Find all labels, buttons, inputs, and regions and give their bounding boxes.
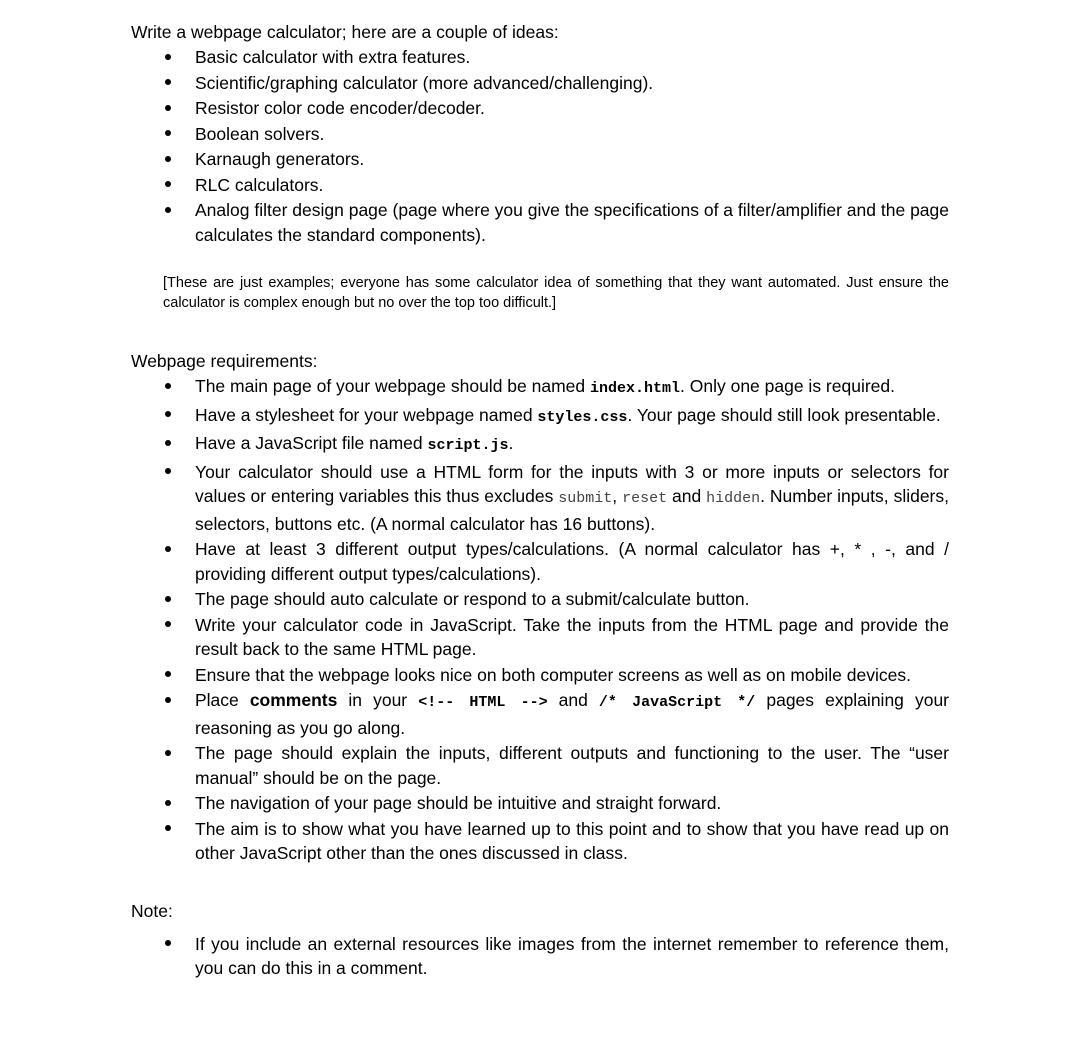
bullet-icon bbox=[163, 932, 173, 957]
list-item: Scientific/graphing calculator (more advanced/challenging). bbox=[131, 71, 949, 96]
examples-note: [These are just examples; everyone has some calculator idea of something that they want automated. Just ensure the calculator is complex enough but no over the top too difficult.] bbox=[163, 275, 949, 311]
bullet-icon bbox=[163, 147, 173, 172]
requirements-list bbox=[131, 374, 949, 866]
intro-heading: Write a webpage calculator; here are a couple of ideas: bbox=[131, 22, 559, 42]
input-type-code: hidden bbox=[706, 490, 761, 507]
requirement-item: Write your calculator code in JavaScript. Take the inputs from the HTML page and provide the result back to the same HTML page. bbox=[131, 613, 949, 662]
bullet-icon bbox=[163, 688, 173, 713]
comments-emphasis: comments bbox=[249, 690, 338, 710]
assignment-document bbox=[131, 20, 949, 982]
filename-code: index.html bbox=[590, 380, 681, 397]
requirement-item: The page should explain the inputs, different outputs and functioning to the user. The “user manual” should be on the page. bbox=[131, 741, 949, 790]
bullet-icon bbox=[163, 663, 173, 688]
input-type-code: submit bbox=[558, 490, 613, 507]
html-comment-code: <!-- HTML --> bbox=[418, 694, 548, 711]
bullet-icon bbox=[163, 45, 173, 70]
bullet-icon bbox=[163, 122, 173, 147]
js-comment-code: /* JavaScript */ bbox=[598, 694, 756, 711]
bullet-icon bbox=[163, 403, 173, 428]
list-item: Analog filter design page (page where you give the specifications of a filter/amplifier and the page calculates the standard components). bbox=[131, 198, 949, 247]
requirement-item: The page should auto calculate or respond to a submit/calculate button. bbox=[131, 587, 949, 612]
bullet-icon bbox=[163, 198, 173, 223]
note-list bbox=[131, 932, 949, 981]
requirement-item: Have a stylesheet for your webpage named styles.css. Your page should still look presentable. bbox=[131, 403, 949, 431]
list-item: Karnaugh generators. bbox=[131, 147, 949, 172]
requirement-item: The main page of your webpage should be named index.html. Only one page is required. bbox=[131, 374, 949, 402]
ideas-list bbox=[131, 45, 949, 247]
requirement-item: The aim is to show what you have learned up to this point and to show that you have read up on other JavaScript other than the ones discussed in class. bbox=[131, 817, 949, 866]
input-type-code: reset bbox=[622, 490, 668, 507]
note-heading: Note: bbox=[131, 900, 173, 921]
bullet-icon bbox=[163, 374, 173, 399]
list-item: Boolean solvers. bbox=[131, 122, 949, 147]
bullet-icon bbox=[163, 587, 173, 612]
requirement-item: Ensure that the webpage looks nice on both computer screens as well as on mobile devices. bbox=[131, 663, 949, 688]
note-item: If you include an external resources like images from the internet remember to reference them, you can do this in a comment. bbox=[131, 932, 949, 981]
bullet-icon bbox=[163, 613, 173, 638]
list-item: Basic calculator with extra features. bbox=[131, 45, 949, 70]
bullet-icon bbox=[163, 71, 173, 96]
bullet-icon bbox=[163, 96, 173, 121]
requirement-item: Your calculator should use a HTML form for the inputs with 3 or more inputs or selectors for values or entering variables this thus excludes submit, reset and hidden. Number inputs, sliders, selectors, buttons etc. (A normal calculator has 16 buttons). bbox=[131, 460, 949, 537]
list-item: RLC calculators. bbox=[131, 173, 949, 198]
requirements-heading: Webpage requirements: bbox=[131, 351, 318, 371]
requirement-item: Have at least 3 different output types/calculations. (A normal calculator has +, * , -, and / providing different output types/calculations). bbox=[131, 537, 949, 586]
bullet-icon bbox=[163, 741, 173, 766]
bullet-icon bbox=[163, 791, 173, 816]
bullet-icon bbox=[163, 537, 173, 562]
filename-code: script.js bbox=[427, 437, 509, 454]
requirement-item: Have a JavaScript file named script.js. bbox=[131, 431, 949, 459]
list-item: Resistor color code encoder/decoder. bbox=[131, 96, 949, 121]
bullet-icon bbox=[163, 431, 173, 456]
bullet-icon bbox=[163, 460, 173, 485]
requirement-item: Place comments in your <!-- HTML --> and /* JavaScript */ pages explaining your reasoning as you go along. bbox=[131, 688, 949, 740]
filename-code: styles.css bbox=[537, 408, 628, 426]
requirement-item: The navigation of your page should be intuitive and straight forward. bbox=[131, 791, 949, 816]
bullet-icon bbox=[163, 173, 173, 198]
bullet-icon bbox=[163, 817, 173, 842]
